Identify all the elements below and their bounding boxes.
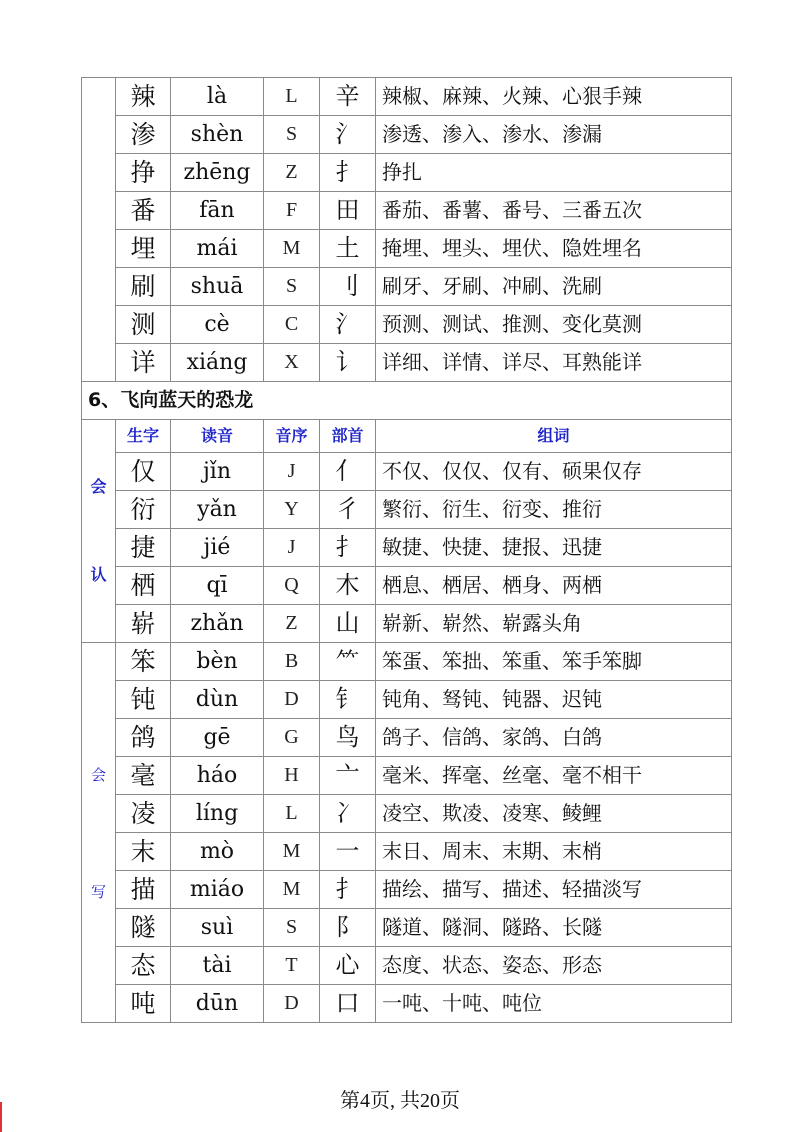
character-cell: 挣 bbox=[116, 154, 171, 192]
radical-cell: 土 bbox=[320, 230, 376, 268]
table-row bbox=[82, 757, 732, 795]
initial-letter-cell: Q bbox=[264, 567, 320, 605]
pinyin-cell: xiáng bbox=[171, 344, 264, 382]
pinyin-cell: shuā bbox=[171, 268, 264, 306]
pinyin-cell: cè bbox=[171, 306, 264, 344]
initial-letter-cell: D bbox=[264, 681, 320, 719]
character-cell: 态 bbox=[116, 947, 171, 985]
pinyin-cell: mái bbox=[171, 230, 264, 268]
character-cell: 凌 bbox=[116, 795, 171, 833]
initial-letter-cell: Y bbox=[264, 491, 320, 529]
table-row bbox=[82, 344, 732, 382]
character-cell: 详 bbox=[116, 344, 171, 382]
table-row bbox=[82, 985, 732, 1023]
table-row bbox=[82, 909, 732, 947]
initial-letter-cell: T bbox=[264, 947, 320, 985]
initial-letter-cell: X bbox=[264, 344, 320, 382]
pinyin-cell: jǐn bbox=[171, 453, 264, 491]
pinyin-cell: bèn bbox=[171, 643, 264, 681]
table-row bbox=[82, 795, 732, 833]
pinyin-cell: qī bbox=[171, 567, 264, 605]
initial-letter-cell: J bbox=[264, 453, 320, 491]
pinyin-cell: dūn bbox=[171, 985, 264, 1023]
character-cell: 辣 bbox=[116, 78, 171, 116]
word-group-cell: 掩埋、埋头、埋伏、隐姓埋名 bbox=[376, 230, 732, 268]
character-cell: 末 bbox=[116, 833, 171, 871]
character-cell: 毫 bbox=[116, 757, 171, 795]
initial-letter-cell: M bbox=[264, 871, 320, 909]
character-cell: 崭 bbox=[116, 605, 171, 643]
initial-letter-cell: F bbox=[264, 192, 320, 230]
table-row bbox=[82, 78, 732, 116]
radical-cell: 田 bbox=[320, 192, 376, 230]
character-cell: 测 bbox=[116, 306, 171, 344]
word-group-cell: 鸽子、信鸽、家鸽、白鸽 bbox=[376, 719, 732, 757]
pinyin-cell: háo bbox=[171, 757, 264, 795]
pinyin-cell: jié bbox=[171, 529, 264, 567]
pinyin-cell: dùn bbox=[171, 681, 264, 719]
initial-letter-cell: S bbox=[264, 268, 320, 306]
word-group-cell: 刷牙、牙刷、冲刷、洗刷 bbox=[376, 268, 732, 306]
table-row bbox=[82, 230, 732, 268]
pinyin-cell: miáo bbox=[171, 871, 264, 909]
column-header-row bbox=[82, 420, 732, 453]
word-group-cell: 挣扎 bbox=[376, 154, 732, 192]
pinyin-cell: shèn bbox=[171, 116, 264, 154]
word-group-cell: 凌空、欺凌、凌寒、鲮鲤 bbox=[376, 795, 732, 833]
table-row bbox=[82, 192, 732, 230]
character-cell: 衍 bbox=[116, 491, 171, 529]
initial-letter-cell: L bbox=[264, 78, 320, 116]
radical-cell: 山 bbox=[320, 605, 376, 643]
radical-cell: 氵 bbox=[320, 116, 376, 154]
pinyin-cell: zhēng bbox=[171, 154, 264, 192]
header-initial: 音序 bbox=[264, 420, 320, 453]
group-label-top: 会 bbox=[90, 765, 106, 784]
word-group-cell: 态度、状态、姿态、形态 bbox=[376, 947, 732, 985]
table-row bbox=[82, 719, 732, 757]
radical-cell: 扌 bbox=[320, 871, 376, 909]
word-group-cell: 一吨、十吨、吨位 bbox=[376, 985, 732, 1023]
radical-cell: 氵 bbox=[320, 306, 376, 344]
pinyin-cell: zhǎn bbox=[171, 605, 264, 643]
header-pinyin: 读音 bbox=[171, 420, 264, 453]
table-row bbox=[82, 871, 732, 909]
word-group-cell: 辣椒、麻辣、火辣、心狠手辣 bbox=[376, 78, 732, 116]
initial-letter-cell: M bbox=[264, 230, 320, 268]
radical-cell: 亻 bbox=[320, 453, 376, 491]
word-group-cell: 番茄、番薯、番号、三番五次 bbox=[376, 192, 732, 230]
table-row bbox=[82, 833, 732, 871]
word-group-cell: 描绘、描写、描述、轻描淡写 bbox=[376, 871, 732, 909]
table-row bbox=[82, 567, 732, 605]
group-label-write bbox=[82, 643, 116, 1023]
radical-cell: 一 bbox=[320, 833, 376, 871]
character-cell: 吨 bbox=[116, 985, 171, 1023]
radical-cell: 钅 bbox=[320, 681, 376, 719]
table-row bbox=[82, 306, 732, 344]
radical-cell: 刂 bbox=[320, 268, 376, 306]
initial-letter-cell: S bbox=[264, 909, 320, 947]
radical-cell: 彳 bbox=[320, 491, 376, 529]
table-row bbox=[82, 681, 732, 719]
header-words: 组词 bbox=[376, 420, 732, 453]
word-group-cell: 渗透、渗入、渗水、渗漏 bbox=[376, 116, 732, 154]
pinyin-cell: tài bbox=[171, 947, 264, 985]
radical-cell: 阝 bbox=[320, 909, 376, 947]
character-cell: 渗 bbox=[116, 116, 171, 154]
header-char: 生字 bbox=[116, 420, 171, 453]
word-group-cell: 笨蛋、笨拙、笨重、笨手笨脚 bbox=[376, 643, 732, 681]
initial-letter-cell: D bbox=[264, 985, 320, 1023]
radical-cell: 讠 bbox=[320, 344, 376, 382]
pinyin-cell: fān bbox=[171, 192, 264, 230]
table-row bbox=[82, 116, 732, 154]
character-cell: 笨 bbox=[116, 643, 171, 681]
group-label-top: 会 bbox=[90, 477, 107, 497]
initial-letter-cell: M bbox=[264, 833, 320, 871]
character-cell: 仅 bbox=[116, 453, 171, 491]
word-group-cell: 预测、测试、推测、变化莫测 bbox=[376, 306, 732, 344]
radical-cell: 亠 bbox=[320, 757, 376, 795]
character-cell: 埋 bbox=[116, 230, 171, 268]
initial-letter-cell: J bbox=[264, 529, 320, 567]
table-row bbox=[82, 491, 732, 529]
table-row bbox=[82, 643, 732, 681]
radical-cell: 扌 bbox=[320, 154, 376, 192]
initial-letter-cell: L bbox=[264, 795, 320, 833]
word-group-cell: 栖息、栖居、栖身、两栖 bbox=[376, 567, 732, 605]
table-row bbox=[82, 268, 732, 306]
group-label-recognize bbox=[82, 420, 116, 643]
character-cell: 番 bbox=[116, 192, 171, 230]
radical-cell: 冫 bbox=[320, 795, 376, 833]
initial-letter-cell: B bbox=[264, 643, 320, 681]
word-group-cell: 不仅、仅仅、仅有、硕果仅存 bbox=[376, 453, 732, 491]
lesson-title-row bbox=[82, 382, 732, 420]
table-row bbox=[82, 453, 732, 491]
word-group-cell: 末日、周末、末期、末梢 bbox=[376, 833, 732, 871]
initial-letter-cell: Z bbox=[264, 154, 320, 192]
character-cell: 捷 bbox=[116, 529, 171, 567]
initial-letter-cell: H bbox=[264, 757, 320, 795]
pinyin-cell: yǎn bbox=[171, 491, 264, 529]
radical-cell: ⺮ bbox=[320, 643, 376, 681]
word-group-cell: 崭新、崭然、崭露头角 bbox=[376, 605, 732, 643]
vocabulary-table bbox=[81, 77, 732, 1023]
pinyin-cell: líng bbox=[171, 795, 264, 833]
table-row bbox=[82, 529, 732, 567]
word-group-cell: 隧道、隧洞、隧路、长隧 bbox=[376, 909, 732, 947]
radical-cell: 口 bbox=[320, 985, 376, 1023]
character-cell: 刷 bbox=[116, 268, 171, 306]
pinyin-cell: suì bbox=[171, 909, 264, 947]
header-radical: 部首 bbox=[320, 420, 376, 453]
radical-cell: 扌 bbox=[320, 529, 376, 567]
character-cell: 鸽 bbox=[116, 719, 171, 757]
initial-letter-cell: Z bbox=[264, 605, 320, 643]
initial-letter-cell: S bbox=[264, 116, 320, 154]
character-cell: 钝 bbox=[116, 681, 171, 719]
character-cell: 栖 bbox=[116, 567, 171, 605]
pinyin-cell: là bbox=[171, 78, 264, 116]
radical-cell: 木 bbox=[320, 567, 376, 605]
word-group-cell: 钝角、驽钝、钝器、迟钝 bbox=[376, 681, 732, 719]
word-group-cell: 敏捷、快捷、捷报、迅捷 bbox=[376, 529, 732, 567]
group-label-bottom: 写 bbox=[90, 882, 106, 901]
initial-letter-cell: G bbox=[264, 719, 320, 757]
page-number: 第4页, 共20页 bbox=[340, 1090, 460, 1112]
lesson-title: 6、飞向蓝天的恐龙 bbox=[82, 382, 732, 420]
character-cell: 描 bbox=[116, 871, 171, 909]
radical-cell: 心 bbox=[320, 947, 376, 985]
pinyin-cell: gē bbox=[171, 719, 264, 757]
radical-cell: 辛 bbox=[320, 78, 376, 116]
word-group-cell: 毫米、挥毫、丝毫、毫不相干 bbox=[376, 757, 732, 795]
initial-letter-cell: C bbox=[264, 306, 320, 344]
word-group-cell: 繁衍、衍生、衍变、推衍 bbox=[376, 491, 732, 529]
word-group-cell: 详细、详情、详尽、耳熟能详 bbox=[376, 344, 732, 382]
table-row bbox=[82, 154, 732, 192]
group-label-bottom: 认 bbox=[90, 565, 107, 585]
table-row bbox=[82, 605, 732, 643]
table-row bbox=[82, 947, 732, 985]
radical-cell: 鸟 bbox=[320, 719, 376, 757]
group-label-blank bbox=[82, 78, 116, 382]
character-cell: 隧 bbox=[116, 909, 171, 947]
pinyin-cell: mò bbox=[171, 833, 264, 871]
